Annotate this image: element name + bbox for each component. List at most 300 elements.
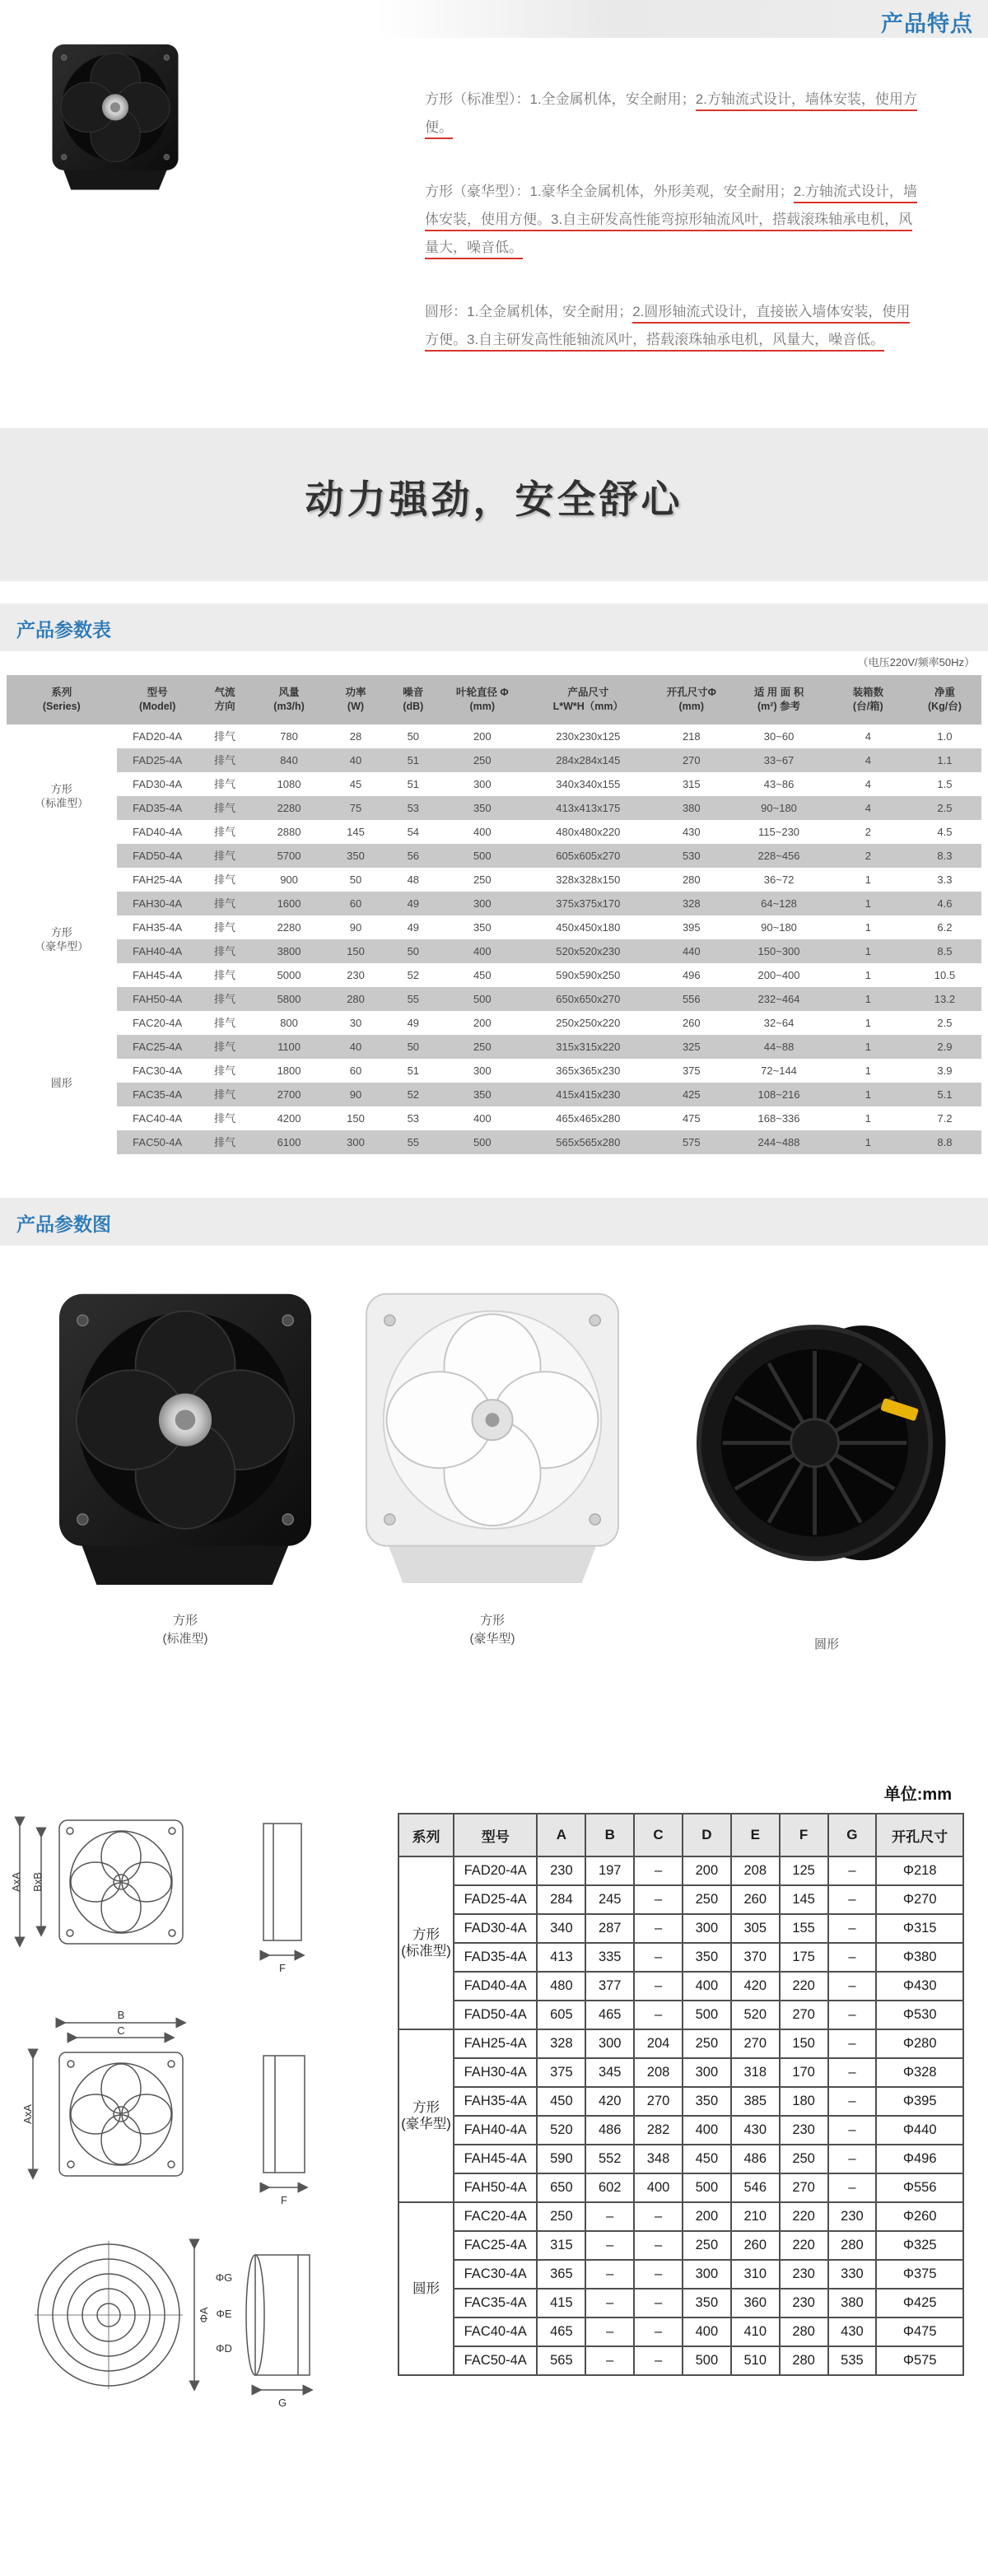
table-cell: 350 (473, 921, 492, 934)
table-cell: 1080 (277, 778, 301, 790)
table-cell: 605x605x270 (523, 844, 653, 868)
table-row (398, 2231, 963, 2260)
table-cell: 330 (828, 2260, 877, 2289)
table-cell: 280 (780, 2317, 828, 2346)
dim-label-f: F (279, 1962, 286, 1974)
table-cell: 53 (384, 796, 441, 820)
table-cell: 64~128 (729, 892, 827, 915)
table-cell: 90~180 (761, 921, 797, 934)
table-cell: – (634, 2289, 683, 2317)
table-cell: 400 (683, 1972, 731, 2001)
table-cell: FAH45-4A (133, 969, 183, 981)
table-cell: 排气 (198, 1035, 252, 1059)
table-cell: 36~72 (763, 873, 795, 886)
table-cell: – (828, 2001, 877, 2029)
table-row (398, 2317, 963, 2346)
table-cell: 480x480x220 (556, 826, 621, 838)
table-cell: – (634, 1885, 683, 1914)
top-banner (0, 0, 988, 38)
dim-label-bxb: BxB (31, 1872, 44, 1892)
table-cell: – (634, 2260, 683, 2289)
table-cell: 7.2 (937, 1112, 953, 1125)
table-cell: 1 (864, 969, 871, 981)
table-cell: 413x413x175 (523, 796, 653, 820)
table-cell: 250 (683, 2231, 731, 2260)
table-cell: 510 (731, 2346, 780, 2375)
table-cell: – (828, 2145, 877, 2173)
dim-label-b: B (117, 2010, 125, 2021)
table-cell: 排气 (198, 1083, 252, 1106)
table-cell: 1 (864, 1064, 871, 1077)
table-cell: 4 (864, 730, 871, 743)
caption-line: 圆形 (813, 1637, 839, 1651)
caption-line: 方形 (172, 1614, 198, 1628)
table-cell: – (585, 2317, 634, 2346)
table-cell: 430 (828, 2317, 877, 2346)
table-cell: 1.5 (937, 778, 953, 790)
table-cell: FAD20-4A (454, 1856, 537, 1885)
dimension-drawings (8, 1807, 394, 2419)
table-cell: 400 (473, 826, 492, 838)
table-cell: 13.2 (908, 987, 981, 1011)
table-row (7, 724, 981, 748)
spec-table-body (7, 724, 981, 1154)
table-cell: 排气 (198, 892, 252, 915)
dim-label-axa: AxA (10, 1872, 22, 1892)
table-cell: 150 (780, 2029, 828, 2058)
caption-line (696, 1618, 958, 1636)
table-cell: 排气 (198, 1130, 252, 1154)
table-row (398, 2202, 963, 2231)
table-cell: 3800 (252, 939, 327, 963)
table-cell: FAC25-4A (117, 1035, 198, 1059)
table-cell: FAC20-4A (454, 2202, 537, 2231)
table-cell: Φ280 (876, 2029, 963, 2058)
table-cell: 145 (347, 826, 365, 838)
table-cell: 2.9 (908, 1035, 981, 1059)
product-figure-round (696, 1284, 958, 1654)
dim-label-phi-g: ΦG (215, 2271, 233, 2284)
banner-title: 产品特点 (881, 12, 973, 36)
table-row (7, 820, 981, 844)
table-cell: – (828, 2116, 877, 2145)
table-cell: 4 (828, 796, 908, 820)
table-cell: 318 (731, 2058, 780, 2087)
table-cell: – (828, 1972, 877, 2001)
feature-paragraph (425, 178, 917, 262)
table-cell: 排气 (198, 844, 252, 868)
table-cell: 415 (537, 2289, 585, 2317)
table-cell: 500 (683, 2346, 731, 2375)
table-cell: 552 (585, 2145, 634, 2173)
table-cell: Φ430 (876, 1972, 963, 2001)
table-cell: 305 (731, 1914, 780, 1943)
table-cell: 53 (407, 1112, 420, 1125)
table-cell: 排气 (214, 826, 236, 838)
table-cell: 208 (731, 1856, 780, 1885)
table-cell: 465x465x280 (556, 1112, 621, 1125)
table-cell: 170 (780, 2058, 828, 2087)
table-cell: – (828, 1885, 877, 1914)
table-cell: 1600 (252, 892, 327, 915)
table-row (398, 1885, 963, 1914)
table-cell: 370 (731, 1943, 780, 1972)
column-header: 产品尺寸 L*W*H（mm） (523, 675, 653, 724)
feature-text-underlined: 2.圆形轴流式设计，直接嵌入墙体安装，使用方便。 (425, 304, 910, 352)
column-header: 功率 (W) (327, 675, 385, 724)
voltage-note: （电压220V/频率50Hz） (857, 656, 975, 668)
table-cell: 500 (441, 844, 523, 868)
table-cell: 108~216 (729, 1083, 827, 1106)
table-cell: FAH40-4A (454, 2116, 537, 2145)
table-cell: 520x520x230 (523, 939, 653, 963)
series-cell: 方形 （标准型） (7, 724, 117, 868)
table-cell: 395 (682, 921, 701, 934)
table-cell: – (828, 2087, 877, 2116)
table-cell: 350 (441, 796, 523, 820)
table-cell: 496 (682, 969, 701, 981)
table-cell: 155 (780, 1914, 828, 1943)
table-cell: 410 (731, 2317, 780, 2346)
table-cell: 3.3 (937, 873, 953, 886)
table-cell: 486 (731, 2145, 780, 2173)
table-row (398, 2346, 963, 2375)
table-cell: 32~64 (763, 1017, 795, 1029)
dim-table-header-row (398, 1814, 963, 1856)
column-header: A (537, 1814, 585, 1856)
table-cell: Φ475 (876, 2317, 963, 2346)
table-cell: 1 (828, 1035, 908, 1059)
feature-photo-square-fan (45, 40, 185, 199)
table-cell: 排气 (214, 730, 236, 743)
table-cell: 1 (828, 1083, 908, 1106)
table-row (7, 1011, 981, 1035)
feature-paragraph (425, 298, 917, 354)
section-title-diagram: 产品参数图 (16, 1213, 111, 1235)
table-cell: Φ375 (876, 2260, 963, 2289)
table-cell: FAC40-4A (454, 2317, 537, 2346)
table-cell: 328 (537, 2029, 585, 2058)
feature-text: 方形（标准型）：1.全金属机体，安全耐用； (425, 91, 696, 107)
table-cell: 475 (682, 1112, 701, 1125)
product-caption-square-standard (45, 1612, 325, 1648)
table-cell: 50 (349, 873, 362, 886)
table-cell: 49 (384, 892, 441, 915)
table-cell: 145 (780, 1885, 828, 1914)
table-row (7, 796, 981, 820)
table-cell: 40 (327, 748, 385, 772)
table-cell: 250 (537, 2202, 585, 2231)
table-cell: FAC25-4A (454, 2231, 537, 2260)
table-row (398, 2058, 963, 2087)
table-cell: 380 (653, 796, 729, 820)
table-cell: FAC50-4A (454, 2346, 537, 2375)
table-cell: 6.2 (937, 921, 953, 934)
table-cell: 500 (441, 987, 523, 1011)
table-row (7, 1083, 981, 1106)
table-cell: 530 (653, 844, 729, 868)
table-cell: 2.5 (908, 796, 981, 820)
table-cell: 284x284x145 (523, 748, 653, 772)
table-cell: 400 (683, 2317, 731, 2346)
table-row (398, 1914, 963, 1943)
table-cell: 350 (683, 1943, 731, 1972)
table-cell: 40 (327, 1035, 385, 1059)
table-cell: 排气 (198, 748, 252, 772)
table-cell: 排气 (214, 873, 236, 886)
table-cell: – (585, 2346, 634, 2375)
caption-line: (豪华型) (469, 1632, 515, 1646)
dim-label-g: G (277, 2397, 287, 2409)
table-cell: 60 (349, 1064, 362, 1077)
table-cell: 250 (683, 2029, 731, 2058)
dim-label-axa2: AxA (21, 2104, 34, 2124)
table-cell: 150 (327, 939, 385, 963)
table-cell: 90 (349, 921, 362, 934)
table-cell: 465 (537, 2317, 585, 2346)
table-cell: 230 (537, 1856, 585, 1885)
table-cell: 350 (683, 2087, 731, 2116)
table-cell: 270 (780, 2001, 828, 2029)
table-cell: 340 (537, 1914, 585, 1943)
column-header: 系列 (398, 1814, 454, 1856)
table-cell: 602 (585, 2173, 634, 2202)
table-cell: 535 (828, 2346, 877, 2375)
table-cell: 300 (473, 1064, 492, 1077)
table-cell: – (828, 2058, 877, 2087)
table-row (7, 987, 981, 1011)
table-cell: 5800 (252, 987, 327, 1011)
product-figure-square-standard (45, 1284, 325, 1648)
table-cell: 375x375x170 (523, 892, 653, 915)
table-cell: – (634, 1856, 683, 1885)
table-cell: 54 (407, 826, 420, 838)
table-cell: 450 (537, 2087, 585, 2116)
table-cell: 52 (384, 1083, 441, 1106)
table-cell: – (634, 2231, 683, 2260)
table-cell: 228~456 (729, 844, 827, 868)
table-cell: 260 (731, 1885, 780, 1914)
table-cell: 375 (537, 2058, 585, 2087)
table-cell: 115~230 (758, 826, 800, 838)
table-cell: – (634, 2346, 683, 2375)
table-cell: – (828, 1914, 877, 1943)
table-cell: 28 (349, 730, 362, 743)
table-cell: 280 (828, 2231, 877, 2260)
table-cell: 208 (634, 2058, 683, 2087)
table-cell: 556 (653, 987, 729, 1011)
table-cell: 430 (682, 826, 701, 838)
table-cell: FAH35-4A (454, 2087, 537, 2116)
table-cell: – (828, 2173, 877, 2202)
table-cell: 50 (407, 730, 420, 743)
table-cell: 1.1 (908, 748, 981, 772)
series-cell: 圆形 (7, 1011, 117, 1154)
table-cell: 280 (682, 873, 701, 886)
table-cell: 200 (683, 1856, 731, 1885)
column-header: 气流 方向 (198, 675, 252, 724)
feature-text-underlined: 2.方轴流式设计，墙体安装，使用方便。 (425, 184, 917, 231)
table-cell: 780 (280, 730, 298, 743)
table-cell: Φ425 (876, 2289, 963, 2317)
unit-label: 单位:mm (883, 1786, 952, 1804)
table-cell: 250 (441, 748, 523, 772)
table-cell: FAC40-4A (133, 1112, 183, 1125)
table-cell: 315x315x220 (523, 1035, 653, 1059)
table-cell: 3.9 (937, 1064, 953, 1077)
table-cell: 400 (683, 2116, 731, 2145)
table-cell: 4.6 (908, 892, 981, 915)
table-cell: 33~67 (729, 748, 827, 772)
table-cell: 60 (327, 892, 385, 915)
table-cell: FAH25-4A (133, 873, 183, 886)
table-cell: – (828, 2029, 877, 2058)
table-cell: 175 (780, 1943, 828, 1972)
table-cell: 440 (653, 939, 729, 963)
table-cell: – (585, 2202, 634, 2231)
table-cell: FAH30-4A (117, 892, 198, 915)
table-cell: 900 (280, 873, 298, 886)
drawing-square-deluxe (8, 2010, 387, 2215)
dim-label-phi-a: ΦA (198, 2307, 210, 2323)
table-row (7, 1035, 981, 1059)
table-cell: 520 (731, 2001, 780, 2029)
table-row (398, 2289, 963, 2317)
table-cell: Φ530 (876, 2001, 963, 2029)
table-row (398, 2087, 963, 2116)
table-cell: 270 (780, 2173, 828, 2202)
table-cell: 5000 (277, 969, 301, 981)
table-cell: 200~400 (757, 969, 800, 981)
table-cell: 45 (349, 778, 362, 790)
table-cell: FAD30-4A (133, 778, 183, 790)
table-cell: Φ325 (876, 2231, 963, 2260)
column-header: 装箱数 (台/箱) (828, 675, 908, 724)
table-cell: FAD25-4A (117, 748, 198, 772)
dim-table-body (398, 1856, 963, 2375)
table-cell: Φ328 (876, 2058, 963, 2087)
feature-paragraphs (425, 86, 917, 390)
table-cell: 2 (828, 844, 908, 868)
table-row (398, 1972, 963, 2001)
table-cell: Φ575 (876, 2346, 963, 2375)
table-row (7, 1130, 981, 1154)
table-cell: 150~300 (729, 939, 827, 963)
column-header: 净重 (Kg/台) (908, 675, 981, 724)
table-cell: 1 (828, 1130, 908, 1154)
column-header: 叶轮直径 Φ (mm) (441, 675, 523, 724)
table-cell: 650 (537, 2173, 585, 2202)
section-bar-diagram (0, 1198, 988, 1246)
table-cell: Φ380 (876, 1943, 963, 1972)
table-cell: 250 (441, 1035, 523, 1059)
table-cell: 385 (731, 2087, 780, 2116)
drawing-round (8, 2220, 387, 2414)
table-cell: 250 (473, 873, 492, 886)
product-figure-square-deluxe (352, 1284, 632, 1648)
table-cell: 8.5 (908, 939, 981, 963)
table-cell: 1 (828, 987, 908, 1011)
table-cell: – (634, 1914, 683, 1943)
table-cell: 220 (780, 1972, 828, 2001)
table-row (7, 772, 981, 796)
table-cell: 2880 (277, 826, 301, 838)
table-row (7, 892, 981, 915)
table-row (7, 963, 981, 987)
table-cell: 210 (731, 2202, 780, 2231)
table-cell: 1 (864, 873, 871, 886)
table-cell: 1800 (277, 1064, 301, 1077)
table-cell: 486 (585, 2116, 634, 2145)
table-cell: 220 (780, 2231, 828, 2260)
table-row (398, 1856, 963, 1885)
table-cell: 2 (864, 826, 871, 838)
table-cell: 310 (731, 2260, 780, 2289)
caption-line: 方形 (479, 1614, 505, 1628)
product-image-square-deluxe (352, 1284, 632, 1604)
table-cell: FAH40-4A (117, 939, 198, 963)
table-cell: 300 (441, 892, 523, 915)
table-cell: 200 (683, 2202, 731, 2231)
table-cell: 244~488 (729, 1130, 827, 1154)
table-cell: 350 (327, 844, 385, 868)
table-cell: 220 (780, 2202, 828, 2231)
table-cell: 72~144 (761, 1064, 797, 1077)
table-cell: FAC50-4A (117, 1130, 198, 1154)
table-cell: 328 (653, 892, 729, 915)
table-cell: FAD30-4A (454, 1914, 537, 1943)
table-cell: 排气 (214, 1112, 236, 1125)
table-cell: 排气 (214, 1017, 236, 1029)
table-cell: – (634, 2001, 683, 2029)
series-cell: 圆形 (398, 2202, 454, 2375)
table-cell: 1 (864, 921, 871, 934)
feature-text: 方形（豪华型）：1.豪华全金属机体，外形美观，安全耐用； (425, 184, 794, 199)
table-cell: 350 (441, 1083, 523, 1106)
table-row (398, 2260, 963, 2289)
column-header: 型号 (454, 1814, 537, 1856)
table-cell: 245 (585, 1885, 634, 1914)
table-cell: 51 (384, 748, 441, 772)
table-cell: 450 (473, 969, 492, 981)
table-cell: FAD40-4A (454, 1972, 537, 2001)
table-row (398, 2116, 963, 2145)
column-header: 系列 (Series) (7, 675, 117, 724)
table-cell: 325 (653, 1035, 729, 1059)
table-cell: 230 (780, 2260, 828, 2289)
drawing-square-standard (8, 1807, 387, 2005)
table-cell: 260 (731, 2231, 780, 2260)
table-cell: 520 (537, 2116, 585, 2145)
table-cell: 425 (653, 1083, 729, 1106)
table-row (7, 868, 981, 892)
table-cell: 51 (407, 1064, 420, 1077)
table-cell: – (585, 2289, 634, 2317)
table-cell: 排气 (214, 969, 236, 981)
table-cell: 2280 (277, 921, 301, 934)
table-cell: 55 (384, 987, 441, 1011)
table-cell: 420 (585, 2087, 634, 2116)
table-cell: – (585, 2231, 634, 2260)
table-cell: 150 (347, 1112, 365, 1125)
table-row (398, 2029, 963, 2058)
series-cell: 方形 （豪华型） (7, 868, 117, 1011)
table-cell: 52 (407, 969, 420, 981)
table-cell: 排气 (198, 939, 252, 963)
table-cell: 56 (384, 844, 441, 868)
table-cell: 360 (731, 2289, 780, 2317)
table-cell: FAH30-4A (454, 2058, 537, 2087)
